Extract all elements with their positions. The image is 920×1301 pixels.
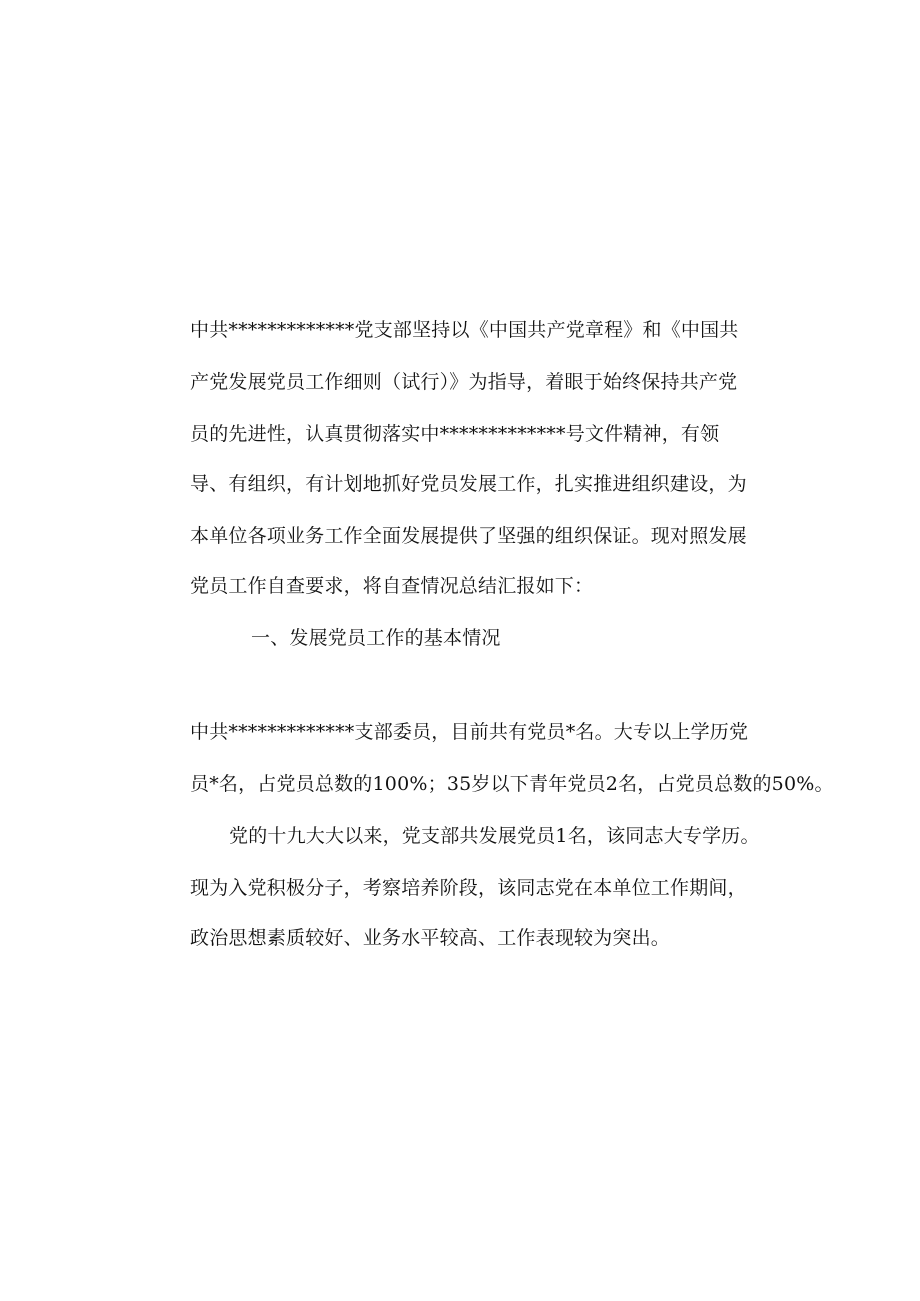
paragraph-1-line-3: 员的先进性，认真贯彻落实中*************号文件精神，有领 <box>190 423 720 445</box>
paragraph-1-line-1: 中共*************党支部坚持以《中国共产党章程》和《中国共 <box>190 319 739 341</box>
paragraph-2-line-1: 中共*************支部委员，目前共有党员*名。大专以上学历党 <box>190 721 749 743</box>
paragraph-1-line-2: 产党发展党员工作细则（试行）》为指导，着眼于始终保持共产党 <box>190 371 738 393</box>
paragraph-3-line-1: 党的十九大大以来，党支部共发展党员1名，该同志大专学历。 <box>229 825 760 847</box>
paragraph-2-line-2: 员*名，占党员总数的100%；35岁以下青年党员2名，占党员总数的50%。 <box>190 773 834 795</box>
section-heading: 一、发展党员工作的基本情况 <box>251 627 501 649</box>
paragraph-1-line-5: 本单位各项业务工作全面发展提供了坚强的组织保证。现对照发展 <box>190 525 747 547</box>
paragraph-1-line-4: 导、有组织，有计划地抓好党员发展工作，扎实推进组织建设，为 <box>190 473 747 495</box>
paragraph-3-line-3: 政治思想素质较好、业务水平较高、工作表现较为突出。 <box>190 927 671 949</box>
paragraph-1-line-6: 党员工作自查要求，将自查情况总结汇报如下： <box>190 575 594 597</box>
paragraph-3-line-2: 现为入党积极分子，考察培养阶段，该同志党在本单位工作期间， <box>190 877 747 899</box>
